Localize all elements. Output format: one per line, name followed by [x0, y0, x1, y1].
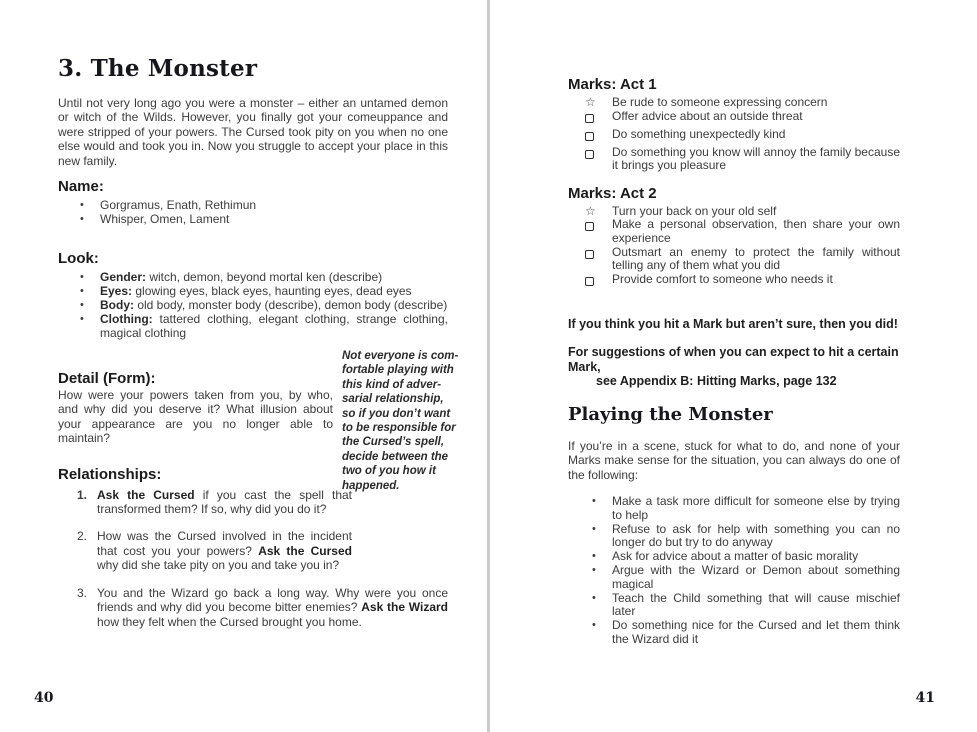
relationships-heading: Relationships:: [58, 465, 162, 483]
list-item: • Body: old body, monster body (describe), demon body (describe): [80, 298, 448, 313]
bullet-icon: •: [80, 271, 84, 284]
page-right: [489, 0, 977, 732]
look-list: [58, 270, 448, 340]
mark-item: Make a personal observation, then share your own experience: [585, 218, 900, 245]
marks-act2-heading: Marks: Act 2: [568, 184, 657, 202]
bullet-icon: •: [80, 299, 84, 312]
detail-heading: Detail (Form):: [58, 370, 156, 388]
list-item: • Ask for advice about a matter of basic morality: [592, 549, 859, 564]
mark-item: Do something unexpectedly kind: [585, 128, 900, 146]
mark-item: ☆ Be rude to someone expressing concern: [585, 95, 828, 109]
bullet-icon: •: [80, 285, 84, 298]
page-left: [0, 0, 488, 732]
list-item: • Refuse to ask for help with something you can no longer do but try to do anyway: [592, 521, 900, 550]
bullet-icon: •: [80, 213, 84, 226]
marks-act1-list: [568, 96, 900, 173]
bullet-icon: •: [592, 522, 596, 535]
bullet-icon: •: [80, 313, 84, 326]
list-item: • Gorgramus, Enath, Rethimun: [80, 198, 257, 213]
appendix-note: For suggestions of when you can expect to hit a certain Mark, see Appendix B: Hitting Marks, page 132: [568, 345, 899, 389]
marks-act1-heading: Marks: Act 1: [568, 76, 657, 93]
detail-paragraph: How were your powers taken from you, by who, and why did you deserve it? What illusion about your appearance are you no longer able to maintain?: [58, 388, 333, 446]
bullet-icon: •: [592, 619, 596, 632]
page-number-left: 40: [34, 690, 54, 706]
list-item: • Teach the Child something that will cause mischief later: [592, 590, 900, 619]
bullet-icon: •: [592, 591, 596, 604]
name-list: [58, 198, 448, 226]
playing-list: [568, 495, 900, 647]
bullet-icon: •: [592, 563, 596, 576]
relationship-item: 3. You and the Wizard go back a long way. Why were you once friends and why did you become bitter enemies? Ask the Wizard how they felt when the Cursed brought you home.: [77, 585, 448, 629]
item-number: 3.: [77, 585, 88, 600]
star-icon: ☆: [585, 95, 596, 109]
list-item: • Argue with the Wizard or Demon about something magical: [592, 562, 900, 591]
checkbox-icon: [585, 277, 594, 286]
mark-item: Outsmart an enemy to protect the family without telling any of them what you did: [585, 246, 900, 273]
checkbox-icon: [585, 250, 594, 259]
bullet-icon: •: [80, 199, 84, 212]
relationship-item: 2. How was the Cursed involved in the incident that cost you your powers? Ask the Cursed why did she take pity on you and take you in?: [77, 529, 352, 573]
chapter-title: 3. The Monster: [58, 55, 258, 82]
intro-paragraph: Until not very long ago you were a monster – either an untamed demon or witch of the Wilds. However, you finally got your comeuppance and were stripped of your powers. The Cursed took pity on you when no one else would and took you in. Now you struggle to accept your place in this new family.: [58, 96, 448, 168]
bullet-icon: •: [592, 550, 596, 563]
marks-act2-list: [568, 205, 900, 291]
look-heading: Look:: [58, 250, 99, 268]
checkbox-icon: [585, 222, 594, 231]
mark-item: Provide comfort to someone who needs it: [585, 273, 900, 291]
list-item: • Make a task more difficult for someone else by trying to help: [592, 493, 900, 522]
playing-heading: Playing the Monster: [568, 403, 773, 425]
list-item: • Gender: witch, demon, beyond mortal ken (describe): [80, 270, 383, 285]
relationships-list: [58, 488, 448, 629]
checkbox-icon: [585, 114, 594, 123]
mark-item: Offer advice about an outside threat: [585, 110, 900, 128]
list-item: • Do something nice for the Cursed and let them think the Wizard did it: [592, 618, 900, 646]
item-number: 1.: [77, 487, 88, 502]
playing-intro: If you’re in a scene, stuck for what to do, and none of your Marks make sense for the situation, you can always do one of the following:: [568, 438, 900, 482]
list-item: • Whisper, Omen, Lament: [80, 212, 230, 227]
mark-item: Do something you know will annoy the family because it brings you pleasure: [585, 146, 900, 173]
checkbox-icon: [585, 132, 594, 141]
relationship-item: 1. Ask the Cursed if you cast the spell that transformed them? If so, why did you do it?: [77, 487, 352, 517]
mark-sure-note: If you think you hit a Mark but aren’t sure, then you did!: [568, 316, 898, 331]
checkbox-icon: [585, 150, 594, 159]
list-item: • Clothing: tattered clothing, elegant clothing, strange clothing, magical clothing: [80, 312, 448, 341]
item-number: 2.: [77, 529, 88, 544]
page-number-right: 41: [915, 690, 935, 706]
list-item: • Eyes: glowing eyes, black eyes, haunting eyes, dead eyes: [80, 284, 412, 299]
designer-note: Not everyone is com- fortable playing with this kind of adver- sarial relationship, so if you don’t want to be responsible for the Cursed’s spell, decide between the two of you how it happened.: [342, 350, 459, 492]
mark-item: ☆ Turn your back on your old self: [585, 203, 777, 218]
name-heading: Name:: [58, 178, 104, 196]
bullet-icon: •: [592, 494, 596, 507]
star-icon: ☆: [585, 203, 596, 218]
